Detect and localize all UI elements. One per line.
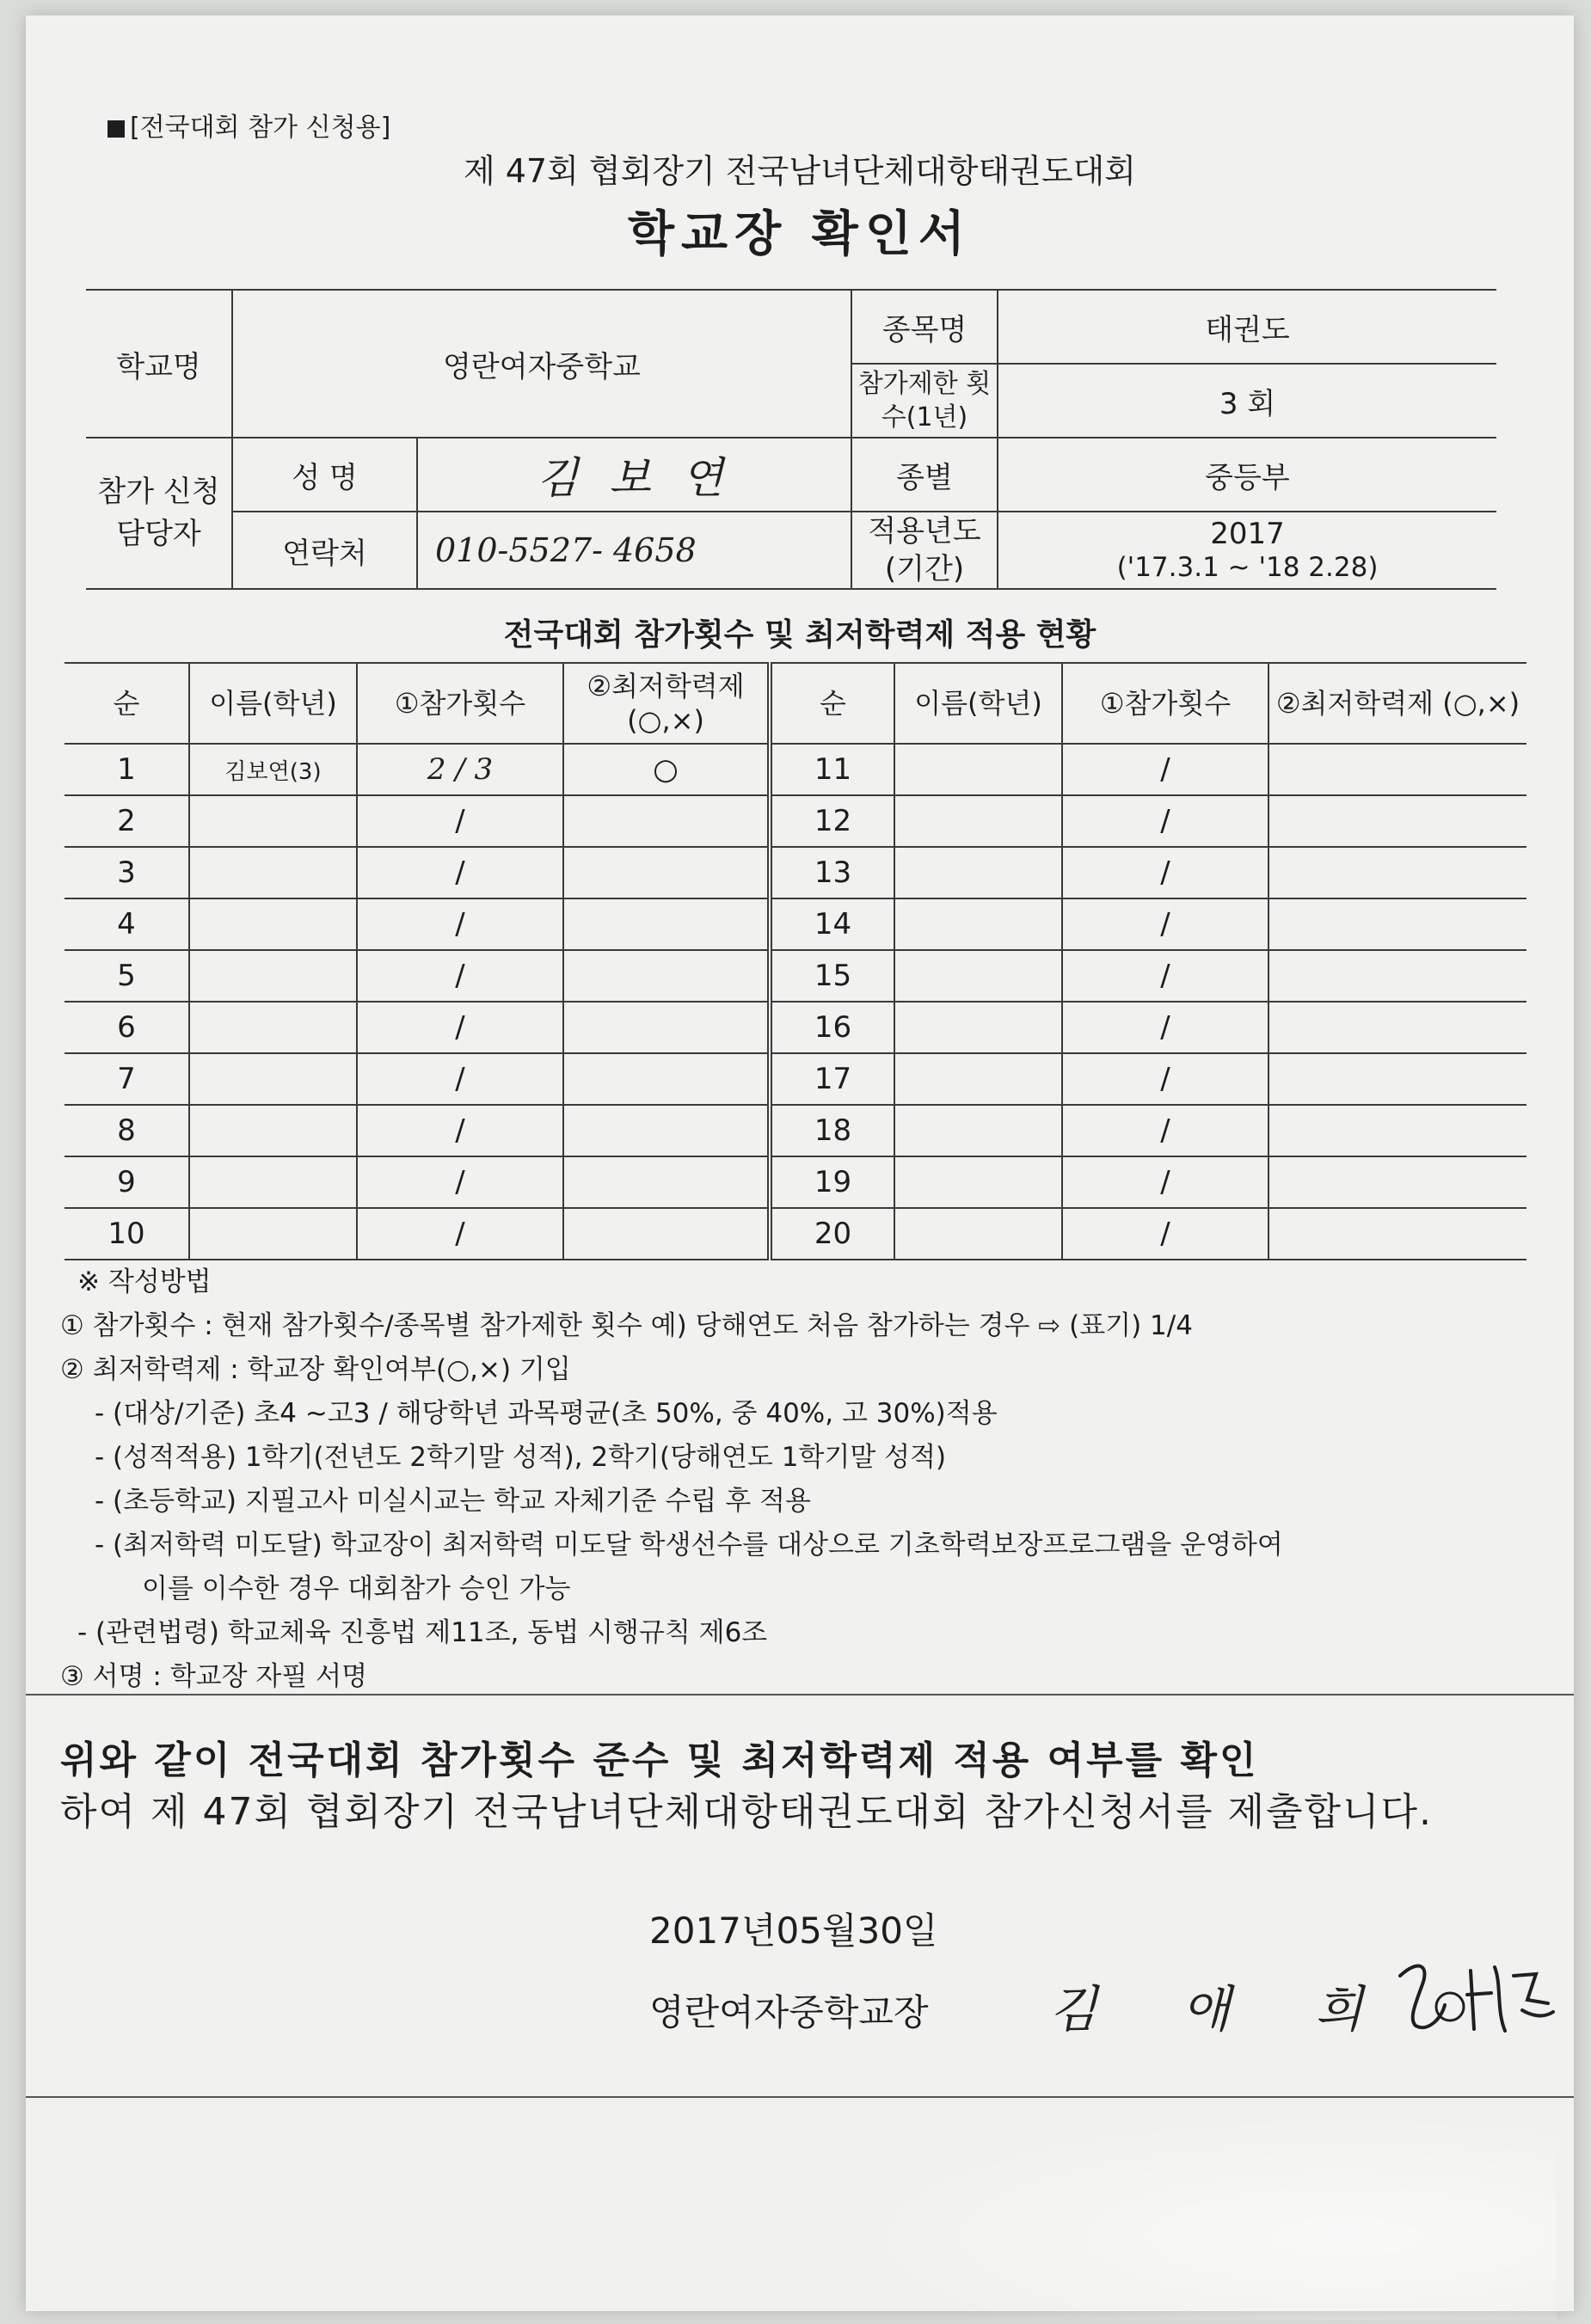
row-count: / xyxy=(357,1208,563,1260)
table-row xyxy=(64,847,1526,898)
instruction-2e: - (관련법령) 학교체육 진흥법 제11조, 동법 시행규칙 제6조 xyxy=(77,1617,768,1648)
photo-glare xyxy=(851,2113,1557,2320)
document-sheet xyxy=(26,15,1574,2311)
period-label: 적용년도 (기간) xyxy=(851,512,998,589)
school-value: 영란여자중학교 xyxy=(232,290,851,438)
instruction-3: ③ 서명 : 학교장 자필 서명 xyxy=(60,1661,368,1692)
participation-table xyxy=(64,662,1526,1260)
period-value xyxy=(998,512,1496,589)
row-name xyxy=(894,847,1062,898)
row-no: 14 xyxy=(770,898,894,950)
limit-value: 3 회 xyxy=(998,364,1496,438)
table-row xyxy=(64,1105,1526,1156)
table-row xyxy=(64,1208,1526,1260)
instruction-2a: - (대상/기준) 초4 ~고3 / 해당학년 과목평균(초 50%, 중 40%, 고 30%)적용 xyxy=(95,1398,998,1429)
divider-bottom xyxy=(26,2096,1574,2098)
row-name xyxy=(189,1156,357,1208)
confirmation-statement xyxy=(60,1735,1539,1838)
name-label: 성 명 xyxy=(232,438,417,512)
handwritten-signature: 김 애 희 xyxy=(1049,1980,1398,2039)
header-name: 이름(학년) xyxy=(189,663,357,744)
row-count: / xyxy=(1062,744,1268,795)
period-range: ('17.3.1 ~ '18 2.28) xyxy=(1116,551,1379,583)
table-row xyxy=(64,1053,1526,1105)
row-name xyxy=(894,950,1062,1002)
row-name xyxy=(189,1208,357,1260)
row-count: / xyxy=(1062,1002,1268,1053)
header-no: 순 xyxy=(64,663,189,744)
division-value: 중등부 xyxy=(998,438,1496,512)
row-count: / xyxy=(357,1105,563,1156)
divider-top xyxy=(26,1694,1574,1695)
row-name: 김보연(3) xyxy=(189,744,357,795)
square-bullet-icon xyxy=(108,120,125,138)
row-name xyxy=(894,744,1062,795)
instructions xyxy=(60,1260,1557,1699)
row-count: / xyxy=(357,1002,563,1053)
row-no: 18 xyxy=(770,1105,894,1156)
document-title: 학교장 확인서 xyxy=(627,206,973,262)
row-no: 6 xyxy=(64,1002,189,1053)
event-label: 종목명 xyxy=(851,290,998,364)
row-name xyxy=(894,898,1062,950)
statement-line-1: 위와 같이 전국대회 참가횟수 준수 및 최저학력제 적용 여부를 확인 xyxy=(60,1738,1259,1782)
table-row xyxy=(64,1156,1526,1208)
row-no: 20 xyxy=(770,1208,894,1260)
header-min-academic-2: ②최저학력제 (○,×) xyxy=(1268,663,1526,744)
header-count: ①참가횟수 xyxy=(357,663,563,744)
row-min xyxy=(1268,744,1526,795)
row-min xyxy=(1268,1105,1526,1156)
row-no: 13 xyxy=(770,847,894,898)
signer-title: 영란여자중학교장 xyxy=(649,1991,929,2033)
row-no: 9 xyxy=(64,1156,189,1208)
row-name xyxy=(894,1156,1062,1208)
row-no: 8 xyxy=(64,1105,189,1156)
row-min xyxy=(1268,1002,1526,1053)
event-value: 태권도 xyxy=(998,290,1496,364)
form-tag: [전국대회 참가 신청용] xyxy=(108,106,390,144)
row-no: 17 xyxy=(770,1053,894,1105)
row-min xyxy=(563,1053,770,1105)
contact-label: 연락처 xyxy=(232,512,417,589)
row-no: 11 xyxy=(770,744,894,795)
period-year: 2017 xyxy=(1210,517,1285,552)
table-row xyxy=(64,744,1526,795)
row-count: / xyxy=(357,950,563,1002)
row-name xyxy=(189,1053,357,1105)
header-min-academic: ②최저학력제 (○,×) xyxy=(563,663,770,744)
row-min xyxy=(1268,847,1526,898)
row-count: / xyxy=(1062,1156,1268,1208)
row-min xyxy=(563,1156,770,1208)
row-min xyxy=(1268,1156,1526,1208)
row-min xyxy=(1268,795,1526,847)
row-name xyxy=(189,898,357,950)
row-min xyxy=(563,795,770,847)
row-no: 2 xyxy=(64,795,189,847)
section-title: 전국대회 참가횟수 및 최저학력제 적용 현황 xyxy=(503,617,1096,653)
row-count: / xyxy=(1062,1053,1268,1105)
row-count: / xyxy=(1062,1105,1268,1156)
row-name xyxy=(189,847,357,898)
table-row xyxy=(64,795,1526,847)
row-min: ○ xyxy=(563,744,770,795)
row-min xyxy=(1268,950,1526,1002)
row-min xyxy=(563,1105,770,1156)
row-no: 3 xyxy=(64,847,189,898)
row-min xyxy=(563,1002,770,1053)
row-min xyxy=(563,1208,770,1260)
row-no: 12 xyxy=(770,795,894,847)
contact-value: 010-5527- 4658 xyxy=(417,512,851,589)
row-name xyxy=(894,795,1062,847)
row-count: / xyxy=(357,1053,563,1105)
table-row xyxy=(64,1002,1526,1053)
row-count: / xyxy=(1062,847,1268,898)
row-name xyxy=(189,1002,357,1053)
row-count: / xyxy=(1062,950,1268,1002)
row-count: / xyxy=(1062,898,1268,950)
row-min xyxy=(1268,1053,1526,1105)
signature-seal-icon xyxy=(1385,1950,1565,2045)
division-label: 종별 xyxy=(851,438,998,512)
instruction-2d: - (최저학력 미도달) 학교장이 최저학력 미도달 학생선수를 대상으로 기초학력보장프로그램을 운영하여 xyxy=(95,1530,1283,1561)
row-min xyxy=(1268,1208,1526,1260)
instruction-1: ① 참가횟수 : 현재 참가횟수/종목별 참가제한 횟수 예) 당해연도 처음 참가하는 경우 ⇨ (표기) 1/4 xyxy=(60,1310,1193,1341)
manager-label: 참가 신청 담당자 xyxy=(86,438,232,589)
row-no: 10 xyxy=(64,1208,189,1260)
row-name xyxy=(189,950,357,1002)
instruction-2d-cont: 이를 이수한 경우 대회참가 승인 가능 xyxy=(142,1573,571,1604)
instruction-2c: - (초등학교) 지필고사 미실시교는 학교 자체기준 수립 후 적용 xyxy=(95,1486,811,1517)
row-count: / xyxy=(357,898,563,950)
row-count: / xyxy=(1062,795,1268,847)
row-count: / xyxy=(357,847,563,898)
row-count: 2 / 3 xyxy=(357,744,563,795)
row-count: / xyxy=(357,795,563,847)
table-header-row xyxy=(64,663,1526,744)
row-name xyxy=(894,1105,1062,1156)
instructions-heading: ※ 작성방법 xyxy=(77,1266,212,1297)
applicant-info-table xyxy=(86,289,1496,590)
table-row xyxy=(64,950,1526,1002)
row-no: 19 xyxy=(770,1156,894,1208)
row-name xyxy=(894,1208,1062,1260)
header-name-2: 이름(학년) xyxy=(894,663,1062,744)
instruction-2b: - (성적적용) 1학기(전년도 2학기말 성적), 2학기(당해연도 1학기말 성적) xyxy=(95,1442,947,1473)
manager-name-value: 김 보 연 xyxy=(417,438,851,512)
table-row xyxy=(64,898,1526,950)
row-min xyxy=(563,847,770,898)
row-name xyxy=(189,1105,357,1156)
row-count: / xyxy=(1062,1208,1268,1260)
document-subtitle: 제 47회 협회장기 전국남녀단체대항태권도대회 xyxy=(463,152,1137,190)
row-no: 7 xyxy=(64,1053,189,1105)
row-min xyxy=(563,898,770,950)
row-no: 5 xyxy=(64,950,189,1002)
row-min xyxy=(1268,898,1526,950)
school-label: 학교명 xyxy=(86,290,232,438)
limit-label: 참가제한 횟수(1년) xyxy=(851,364,998,438)
row-no: 16 xyxy=(770,1002,894,1053)
header-count-2: ①참가횟수 xyxy=(1062,663,1268,744)
row-min xyxy=(563,950,770,1002)
signing-date: 2017년05월30일 xyxy=(649,1910,938,1952)
row-name xyxy=(894,1002,1062,1053)
row-count: / xyxy=(357,1156,563,1208)
row-name xyxy=(189,795,357,847)
row-name xyxy=(894,1053,1062,1105)
row-no: 4 xyxy=(64,898,189,950)
instruction-2: ② 최저학력제 : 학교장 확인여부(○,×) 기입 xyxy=(60,1354,571,1385)
header-no-2: 순 xyxy=(770,663,894,744)
statement-line-2: 하여 제 47회 협회장기 전국남녀단체대항태권도대회 참가신청서를 제출합니다. xyxy=(60,1790,1434,1834)
row-no: 1 xyxy=(64,744,189,795)
row-no: 15 xyxy=(770,950,894,1002)
